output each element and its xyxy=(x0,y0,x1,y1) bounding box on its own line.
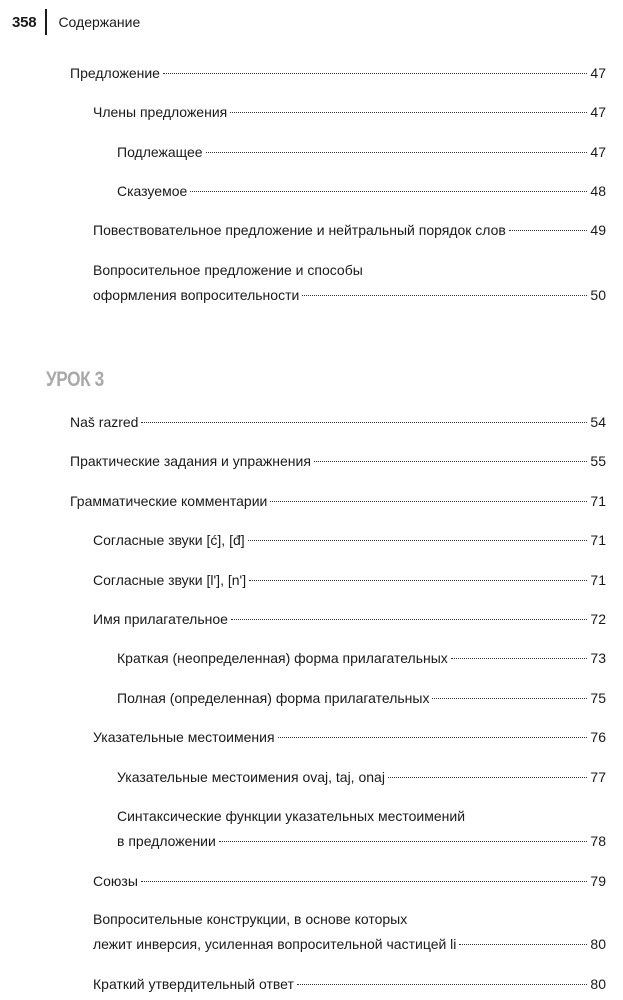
toc-entry-title: Краткая (неопределенная) форма прилагательных xyxy=(117,650,448,666)
toc-entry-page: 72 xyxy=(590,611,606,627)
toc-entry-title: в предложении xyxy=(117,833,216,849)
toc-entry-page: 55 xyxy=(590,453,606,469)
toc-entry-title: Члены предложения xyxy=(93,104,228,120)
dot-leader xyxy=(270,501,587,502)
dot-leader xyxy=(141,881,588,882)
toc-entry-title: Указательные местоимения xyxy=(93,729,275,745)
dot-leader xyxy=(451,658,588,659)
toc-entry[interactable] xyxy=(0,648,623,668)
dot-leader xyxy=(297,984,588,985)
toc-entry-title: Полная (определенная) форма прилагательных xyxy=(117,690,430,706)
dot-leader xyxy=(230,112,587,113)
toc-entry[interactable] xyxy=(0,63,623,83)
toc-entry-page: 76 xyxy=(590,729,606,745)
dot-leader xyxy=(388,777,587,778)
toc-entry-title-line: Вопросительное предложение и способы xyxy=(93,262,363,278)
toc-entry-page: 47 xyxy=(590,104,606,120)
toc-entry-page: 75 xyxy=(590,690,606,706)
dot-leader xyxy=(509,230,588,231)
toc-entry-title: Согласные звуки [ć], [đ] xyxy=(93,532,245,548)
toc-entry-title: Предложение xyxy=(70,65,160,81)
toc-entry-page: 47 xyxy=(590,144,606,160)
toc-entry-title: Указательные местоимения ovaj, taj, onaj xyxy=(117,769,385,785)
dot-leader xyxy=(459,944,587,945)
toc-entry[interactable] xyxy=(0,609,623,629)
toc-entry-page: 54 xyxy=(590,414,606,430)
toc-entry[interactable] xyxy=(0,767,623,787)
toc-entry[interactable] xyxy=(0,688,623,708)
toc-entry-title: Согласные звуки [l'], [n'] xyxy=(93,572,247,588)
dot-leader xyxy=(248,540,588,541)
toc-entry-title: Грамматические комментарии xyxy=(70,493,268,509)
toc-entry-page: 80 xyxy=(590,976,606,992)
toc-entry-title: Naš razred xyxy=(70,414,139,430)
toc-entry-title: Практические задания и упражнения xyxy=(70,453,311,469)
toc-entry-title-line: Синтаксические функции указательных местоимений xyxy=(117,808,466,824)
toc-entry-title: оформления вопросительности xyxy=(93,287,300,303)
toc-entry[interactable] xyxy=(0,220,623,240)
toc-entry-title: Подлежащее xyxy=(117,144,203,160)
dot-leader xyxy=(432,698,587,699)
toc-entry[interactable] xyxy=(0,909,623,954)
toc-entry[interactable] xyxy=(0,974,623,994)
toc-entry-page: 71 xyxy=(590,572,606,588)
toc-entry-page: 77 xyxy=(590,769,606,785)
dot-leader xyxy=(231,619,588,620)
toc-entry-page: 73 xyxy=(590,650,606,666)
dot-leader xyxy=(278,737,588,738)
toc-entry-title: Имя прилагательное xyxy=(93,611,228,627)
toc-entry-page: 80 xyxy=(590,936,606,952)
toc-entry-title: Союзы xyxy=(93,873,138,889)
page-number: 358 xyxy=(12,13,37,31)
header-divider xyxy=(45,9,47,35)
toc-entry-title: Повествовательное предложение и нейтральный порядок слов xyxy=(93,222,506,238)
dot-leader xyxy=(206,152,588,153)
toc-entry[interactable] xyxy=(0,727,623,747)
toc-entry-page: 71 xyxy=(590,493,606,509)
toc-entry[interactable] xyxy=(0,806,623,851)
dot-leader xyxy=(314,461,588,462)
toc-entry-page: 48 xyxy=(590,183,606,199)
dot-leader xyxy=(190,191,587,192)
toc-entry-page: 49 xyxy=(590,222,606,238)
toc-entry[interactable] xyxy=(0,871,623,891)
toc-entry-title: лежит инверсия, усиленная вопросительной частицей li xyxy=(93,936,457,952)
dot-leader xyxy=(163,73,587,74)
toc-entry[interactable] xyxy=(0,181,623,201)
toc-entry[interactable] xyxy=(0,142,623,162)
toc-entry-page: 78 xyxy=(590,833,606,849)
toc-entry-page: 71 xyxy=(590,532,606,548)
header-title: Содержание xyxy=(58,14,141,30)
dot-leader xyxy=(249,580,587,581)
page-header xyxy=(12,8,140,36)
toc-entry[interactable] xyxy=(0,412,623,432)
toc-entry[interactable] xyxy=(0,491,623,511)
toc-entry-page: 47 xyxy=(590,65,606,81)
toc-entry-title: Сказуемое xyxy=(117,183,188,199)
toc-entry[interactable] xyxy=(0,260,623,305)
dot-leader xyxy=(141,422,587,423)
toc-entry[interactable] xyxy=(0,530,623,550)
toc-entry-title-line: Вопросительные конструкции, в основе которых xyxy=(93,911,408,927)
toc-entry[interactable] xyxy=(0,451,623,471)
toc-entry[interactable] xyxy=(0,102,623,122)
toc-entry-title: Краткий утвердительный ответ xyxy=(93,976,294,992)
toc-entry-page: 50 xyxy=(590,287,606,303)
dot-leader xyxy=(219,841,588,842)
lesson-heading: УРОК 3 xyxy=(46,368,104,391)
toc-entry[interactable] xyxy=(0,570,623,590)
toc-entry-page: 79 xyxy=(590,873,606,889)
dot-leader xyxy=(302,295,587,296)
